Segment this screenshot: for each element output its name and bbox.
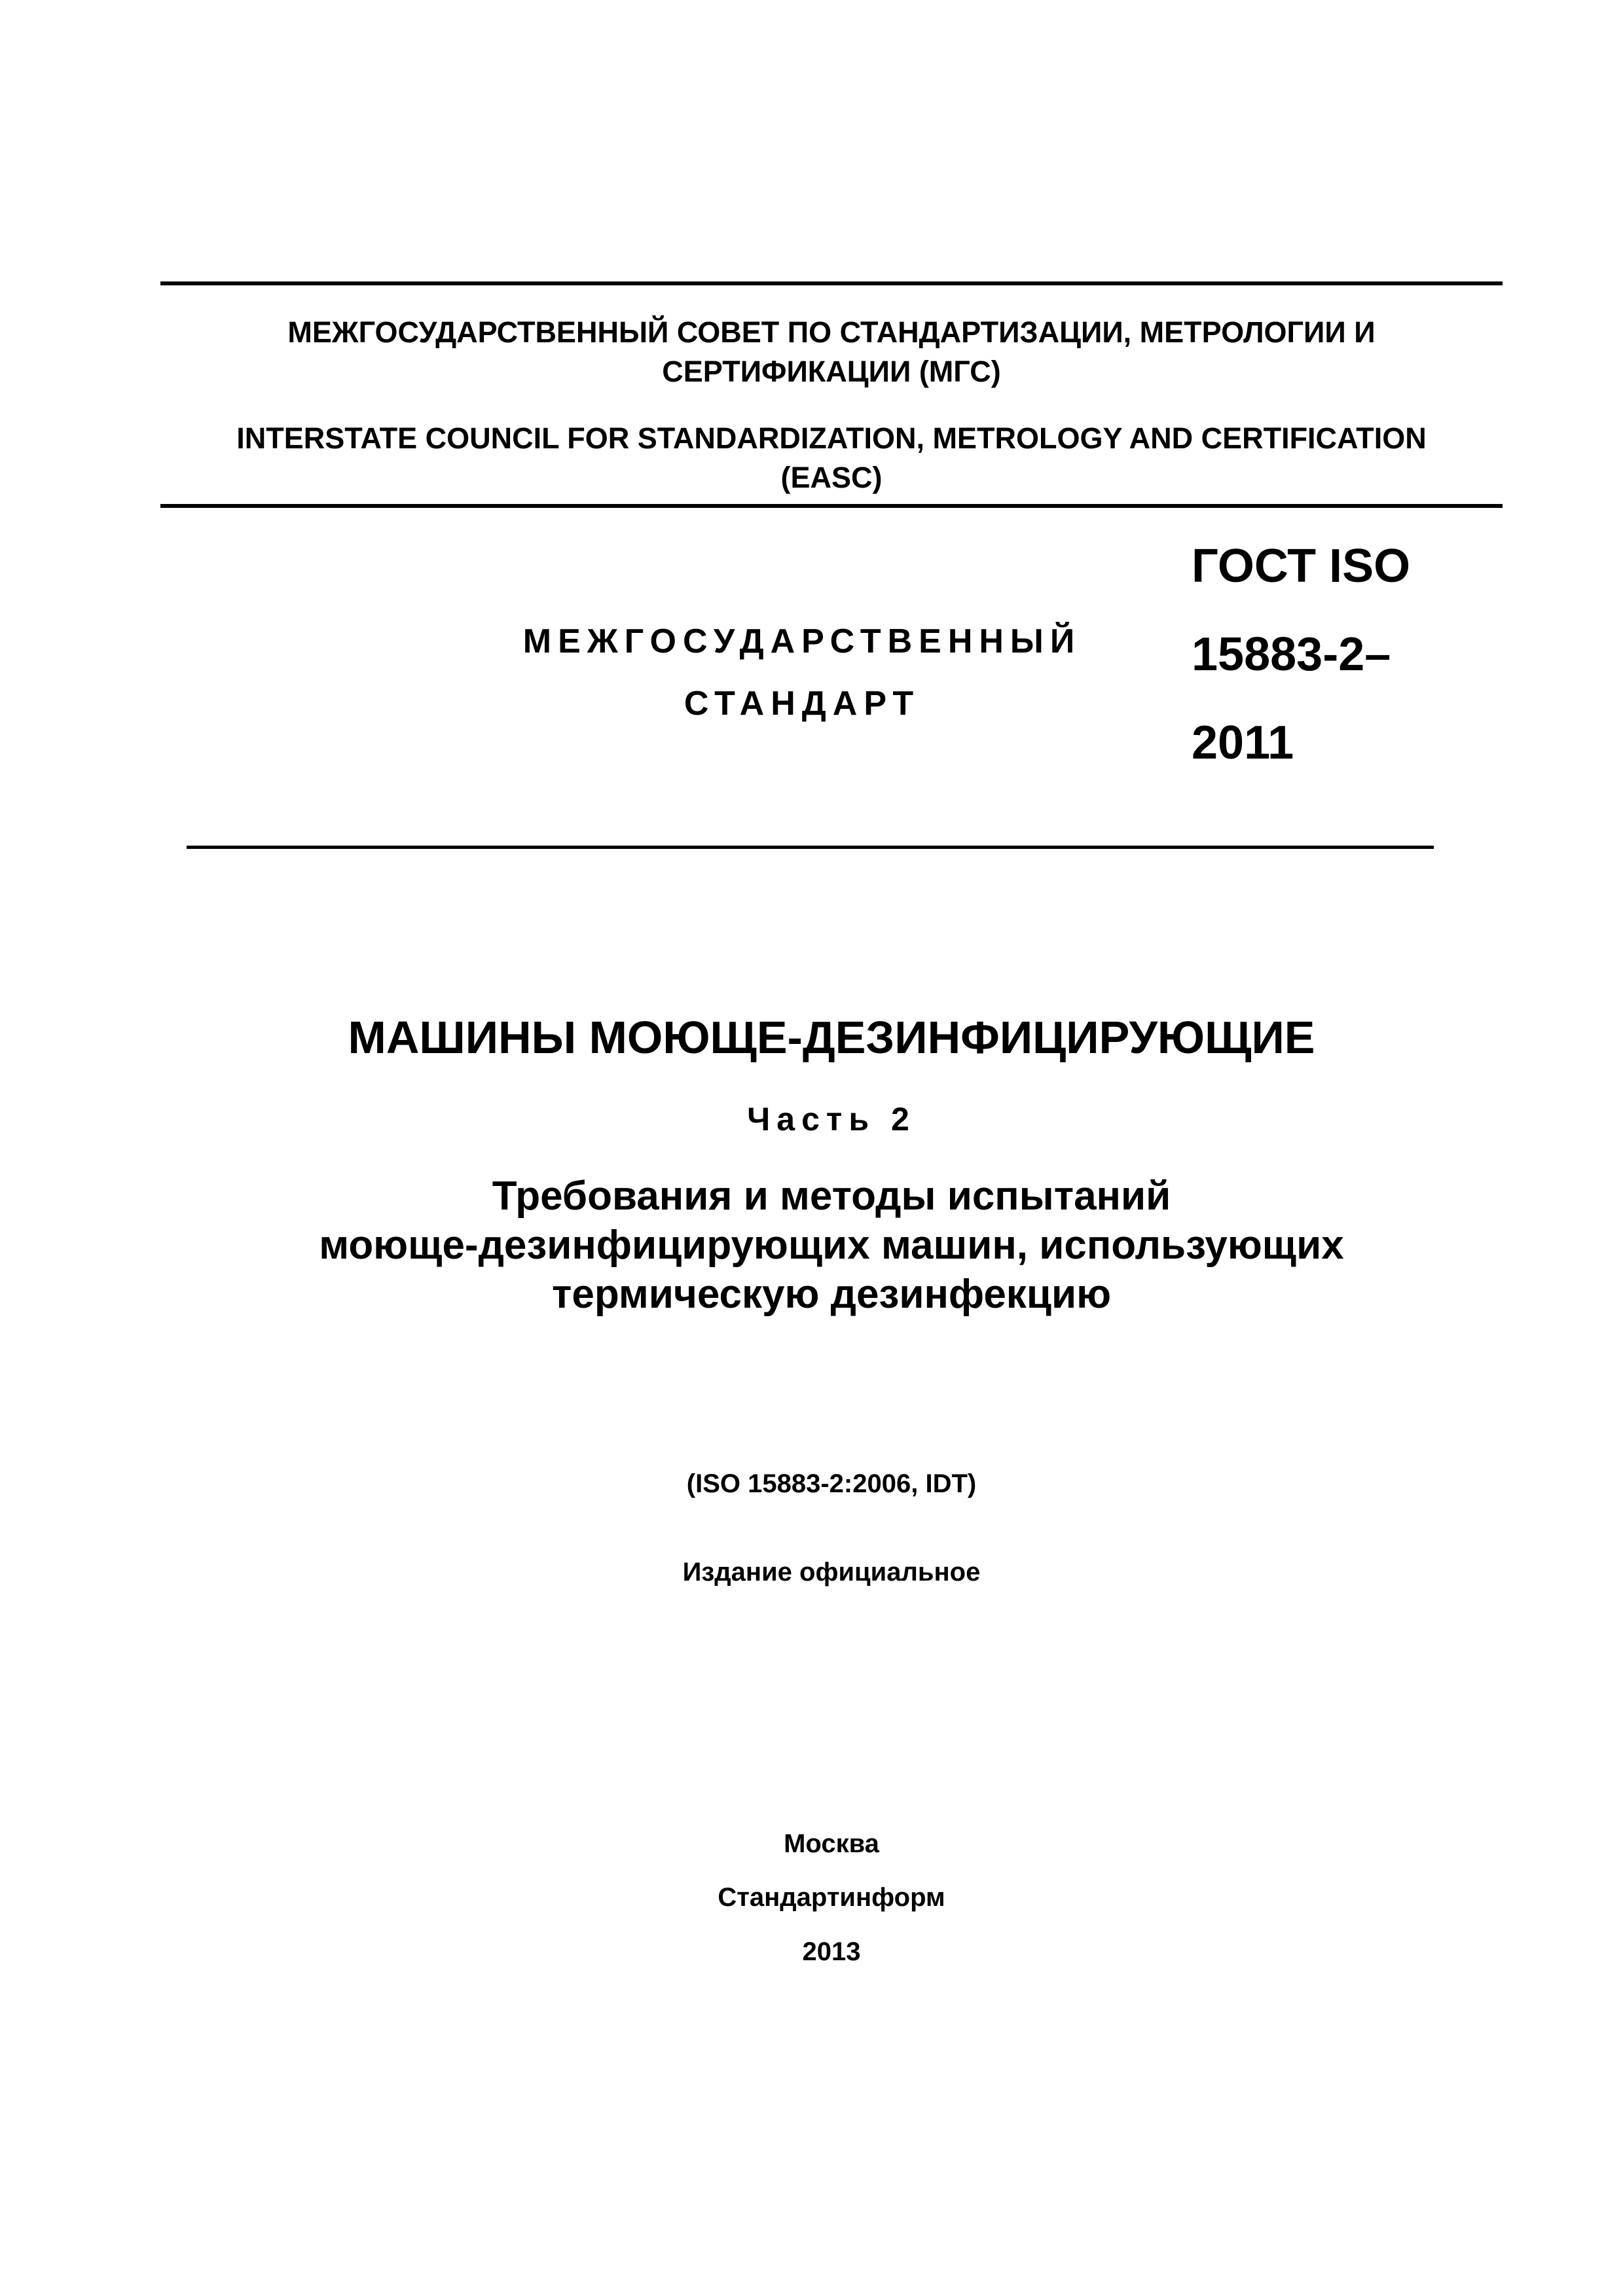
imprint-publisher: Стандартинформ <box>718 1883 945 1912</box>
document-subtitle-line1: Требования и методы испытаний <box>492 1174 1171 1219</box>
council-name-en-line1: INTERSTATE COUNCIL FOR STANDARDIZATION, METROLOGY AND CERTIFICATION <box>236 422 1427 455</box>
standard-designation-line2: 15883-2– <box>1192 628 1391 681</box>
council-name-ru-line2: СЕРТИФИКАЦИИ (МГС) <box>662 355 1001 388</box>
imprint-city: Москва <box>784 1829 879 1858</box>
document-title: МАШИНЫ МОЮЩЕ-ДЕЗИНФИЦИРУЮЩИЕ <box>348 1012 1315 1063</box>
standard-type-line2: СТАНДАРТ <box>684 685 921 723</box>
council-name-ru-line1: МЕЖГОСУДАРСТВЕННЫЙ СОВЕТ ПО СТАНДАРТИЗАЦИИ, МЕТРОЛОГИИ И <box>287 315 1376 349</box>
document-subtitle-line3: термическую дезинфекцию <box>551 1272 1112 1317</box>
standard-designation-line1: ГОСТ ISO <box>1192 540 1411 592</box>
header-top-rule <box>160 281 1503 285</box>
council-name-en-line2: (EASC) <box>780 461 883 494</box>
document-subtitle-line2: моюще-дезинфицирующих машин, использующих <box>319 1223 1344 1268</box>
iso-reference: (ISO 15883-2:2006, IDT) <box>686 1469 977 1498</box>
title-separator-rule <box>187 846 1434 849</box>
standard-designation-line3: 2011 <box>1192 717 1294 769</box>
imprint-year: 2013 <box>802 1937 861 1966</box>
document-part: Часть 2 <box>747 1101 916 1138</box>
header-bottom-rule <box>160 504 1503 508</box>
edition-note: Издание официальное <box>682 1558 981 1587</box>
standard-type-line1: МЕЖГОСУДАРСТВЕННЫЙ <box>522 622 1082 660</box>
